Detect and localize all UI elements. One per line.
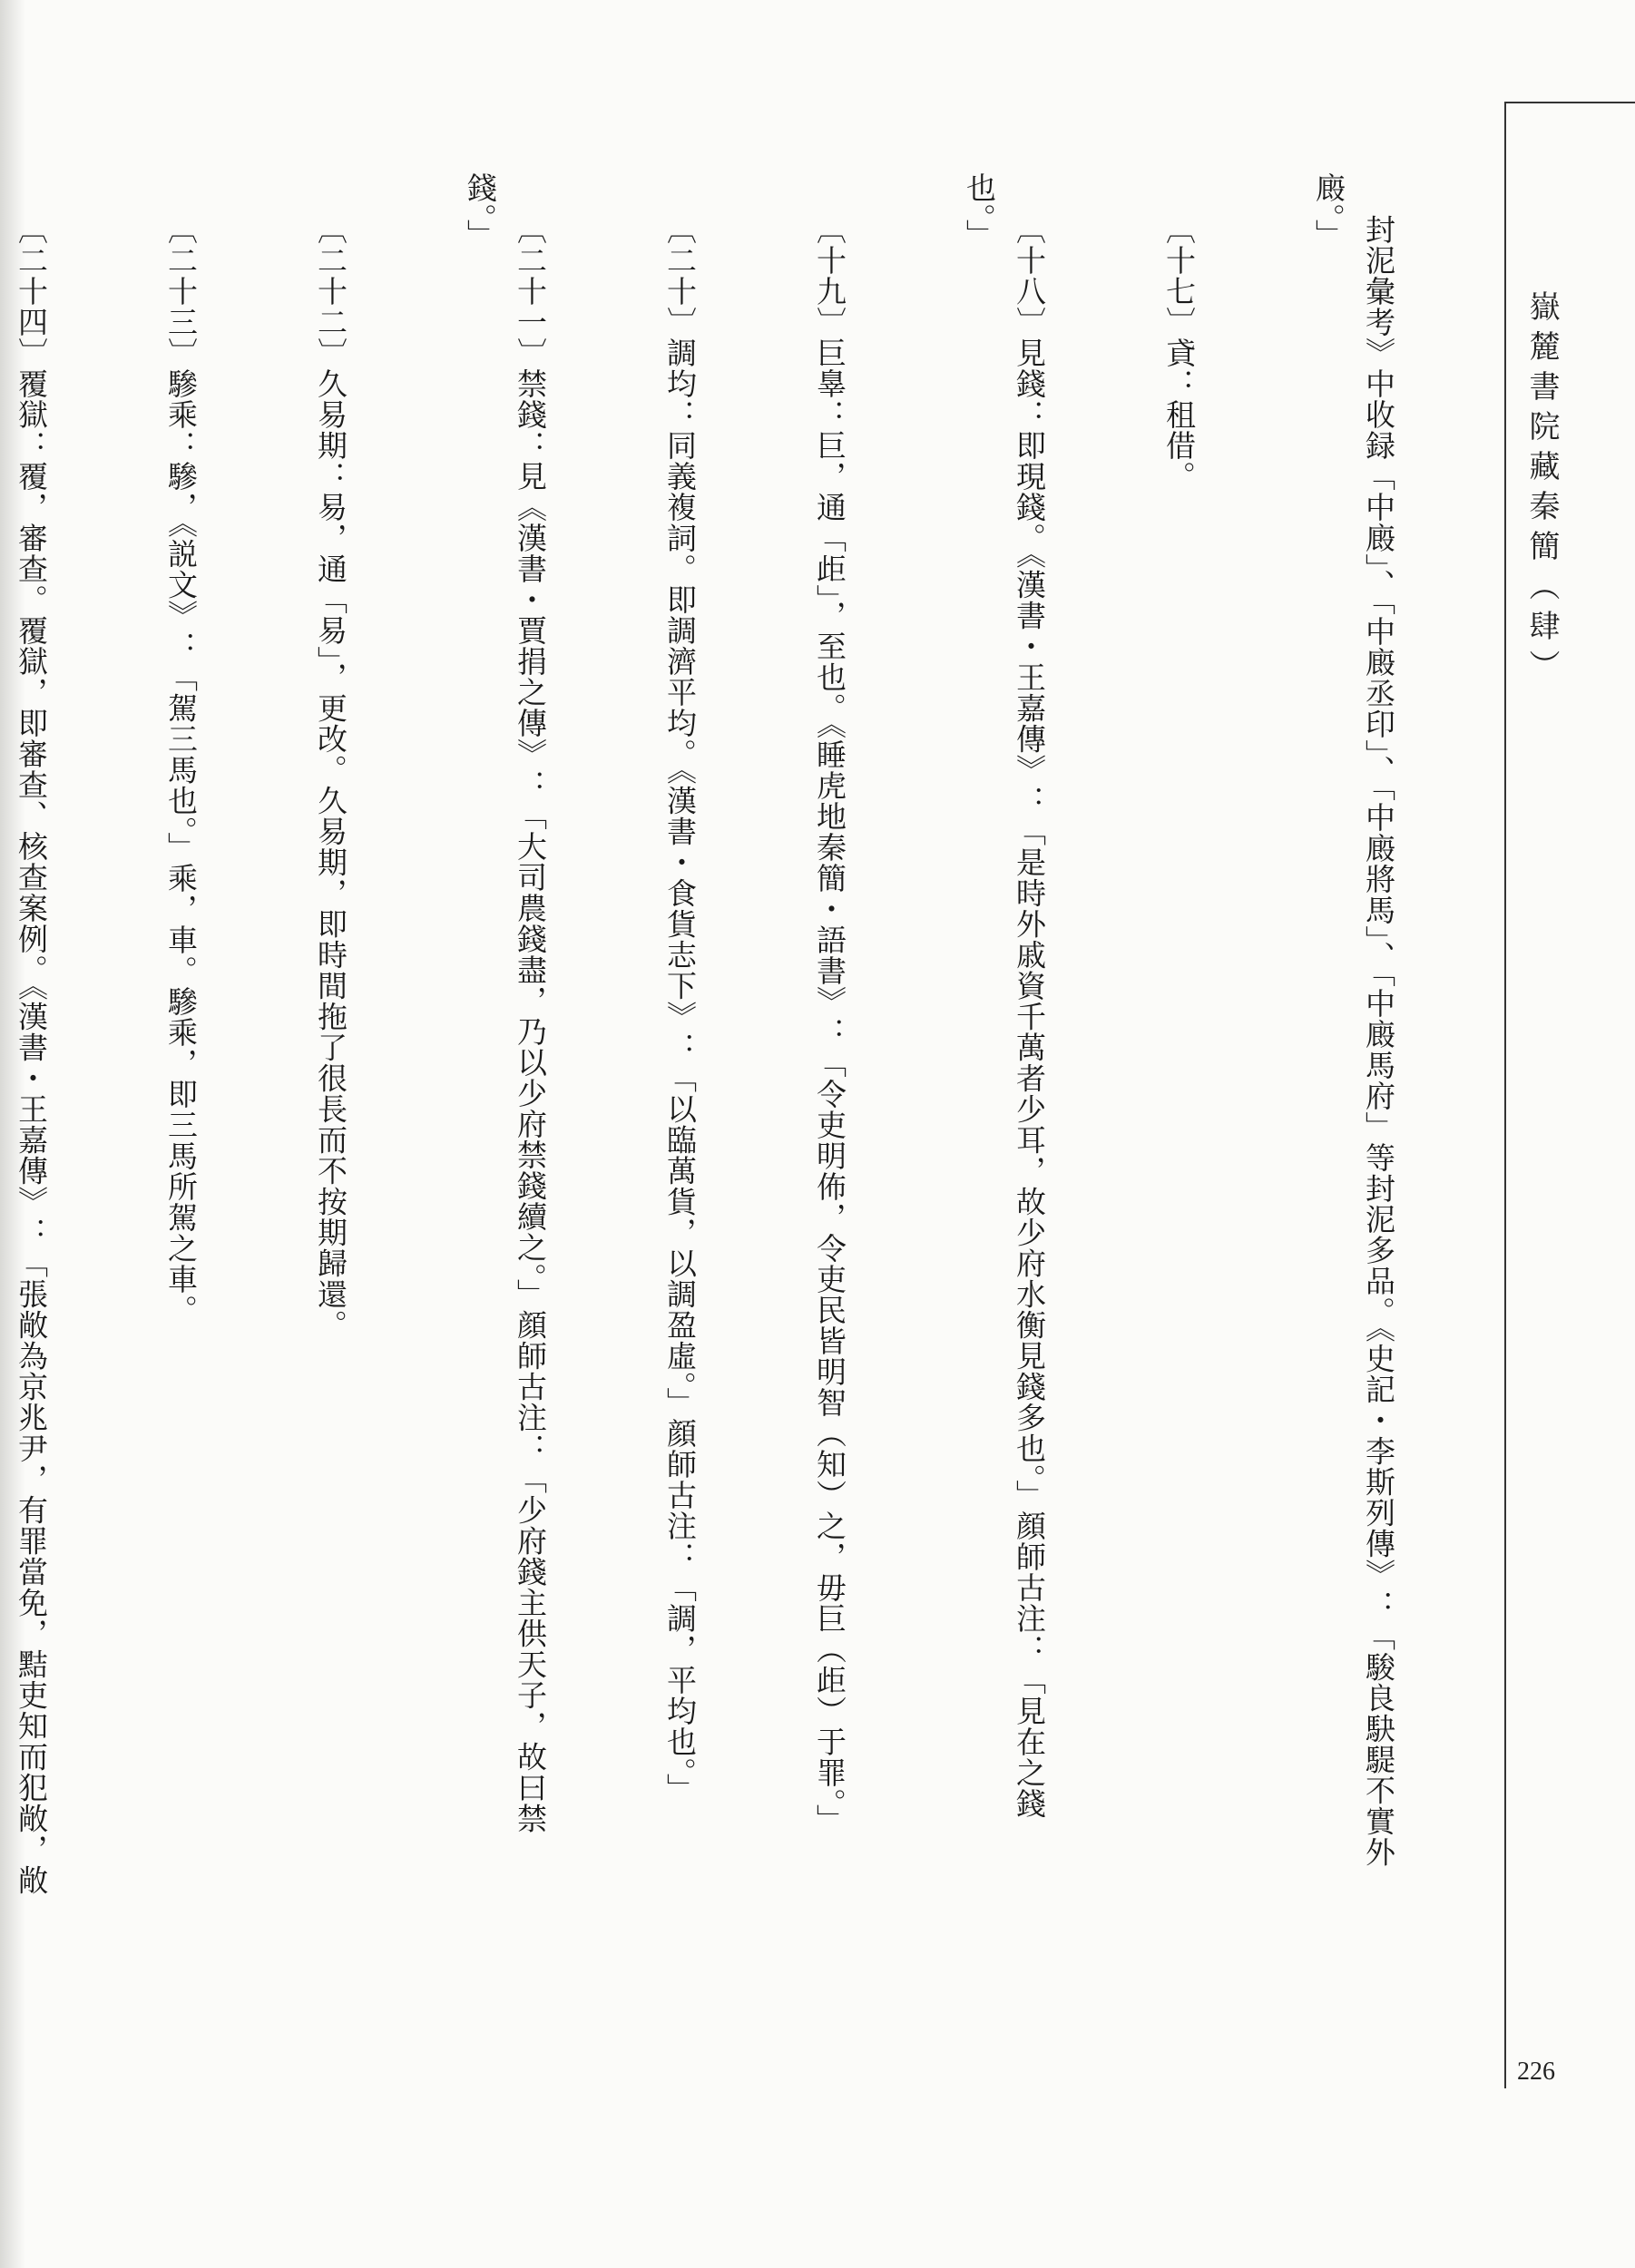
- note-21: [406, 172, 605, 1896]
- note-number: 〔十九〕: [812, 213, 847, 337]
- note-text: 久易期：易，通「易」，更改。久易期，即時間拖了很長而不按期歸還。: [313, 367, 348, 1341]
- header-rule-vertical: [1504, 102, 1506, 2088]
- note-text: 調均：同義複詞。即調濟平均。《漢書・食貨志下》：「以臨萬貨，以調盈虛。」顔師古注：「調，平均也。」: [662, 337, 698, 1804]
- note-text: 驂乘：驂，《説文》：「駕三馬也。」乘，車。驂乘，即三馬所駕之車。: [163, 367, 199, 1325]
- note-text: 覆獄：覆，審查。覆獄，即審查、核查案例。《漢書・王嘉傳》：「張敞為京兆尹，有罪當免，黠吏知而犯敞，敞: [14, 367, 49, 1896]
- page-number: 226: [1517, 2058, 1555, 2086]
- note-continuation: [1254, 172, 1454, 1896]
- note-number: 〔十八〕: [1012, 213, 1047, 337]
- note-text: 見錢：即現錢。《漢書・王嘉傳》：「是時外戚資千萬者少耳，故少府水衡見錢多也。」顔師古注：「見在之錢也。」: [962, 172, 1047, 1819]
- header-rule-horizontal: [1504, 102, 1635, 103]
- note-20: [605, 172, 755, 1896]
- note-number: 〔二十三〕: [163, 213, 199, 368]
- note-text: 貣：租借。: [1161, 337, 1197, 492]
- note-23: [106, 172, 256, 1896]
- note-number: 〔二十一〕: [513, 213, 548, 368]
- note-19: [755, 172, 905, 1896]
- note-text: 封泥彙考》中收録「中廄」、「中廄丞印」、「中廄將馬」、「中廄馬府」等封泥多品。《史記・李斯列傳》：「駿良駃騠不實外廄。」: [1311, 172, 1396, 1868]
- note-22: [256, 172, 406, 1896]
- note-number: 〔二十四〕: [14, 213, 49, 368]
- running-header-title: 嶽麓書院藏秦簡（肆）: [1523, 290, 1560, 689]
- note-number: 〔二十二〕: [313, 213, 348, 368]
- note-24: [0, 172, 106, 1896]
- annotation-body: [14, 172, 1454, 1896]
- note-17: [1104, 172, 1254, 1896]
- note-number: 〔二十〕: [662, 213, 698, 337]
- note-text: 巨辠：巨，通「歫」，至也。《睡虎地秦簡・語書》：「令吏明佈，令吏民皆明智（知）之，毋巨（歫）于罪。」: [812, 337, 847, 1835]
- note-number: 〔十七〕: [1161, 213, 1197, 337]
- note-text: 禁錢：見《漢書・賈捐之傳》：「大司農錢盡，乃以少府禁錢續之。」顔師古注：「少府錢主供天子，故曰禁錢。」: [463, 172, 548, 1834]
- note-18: [905, 172, 1104, 1896]
